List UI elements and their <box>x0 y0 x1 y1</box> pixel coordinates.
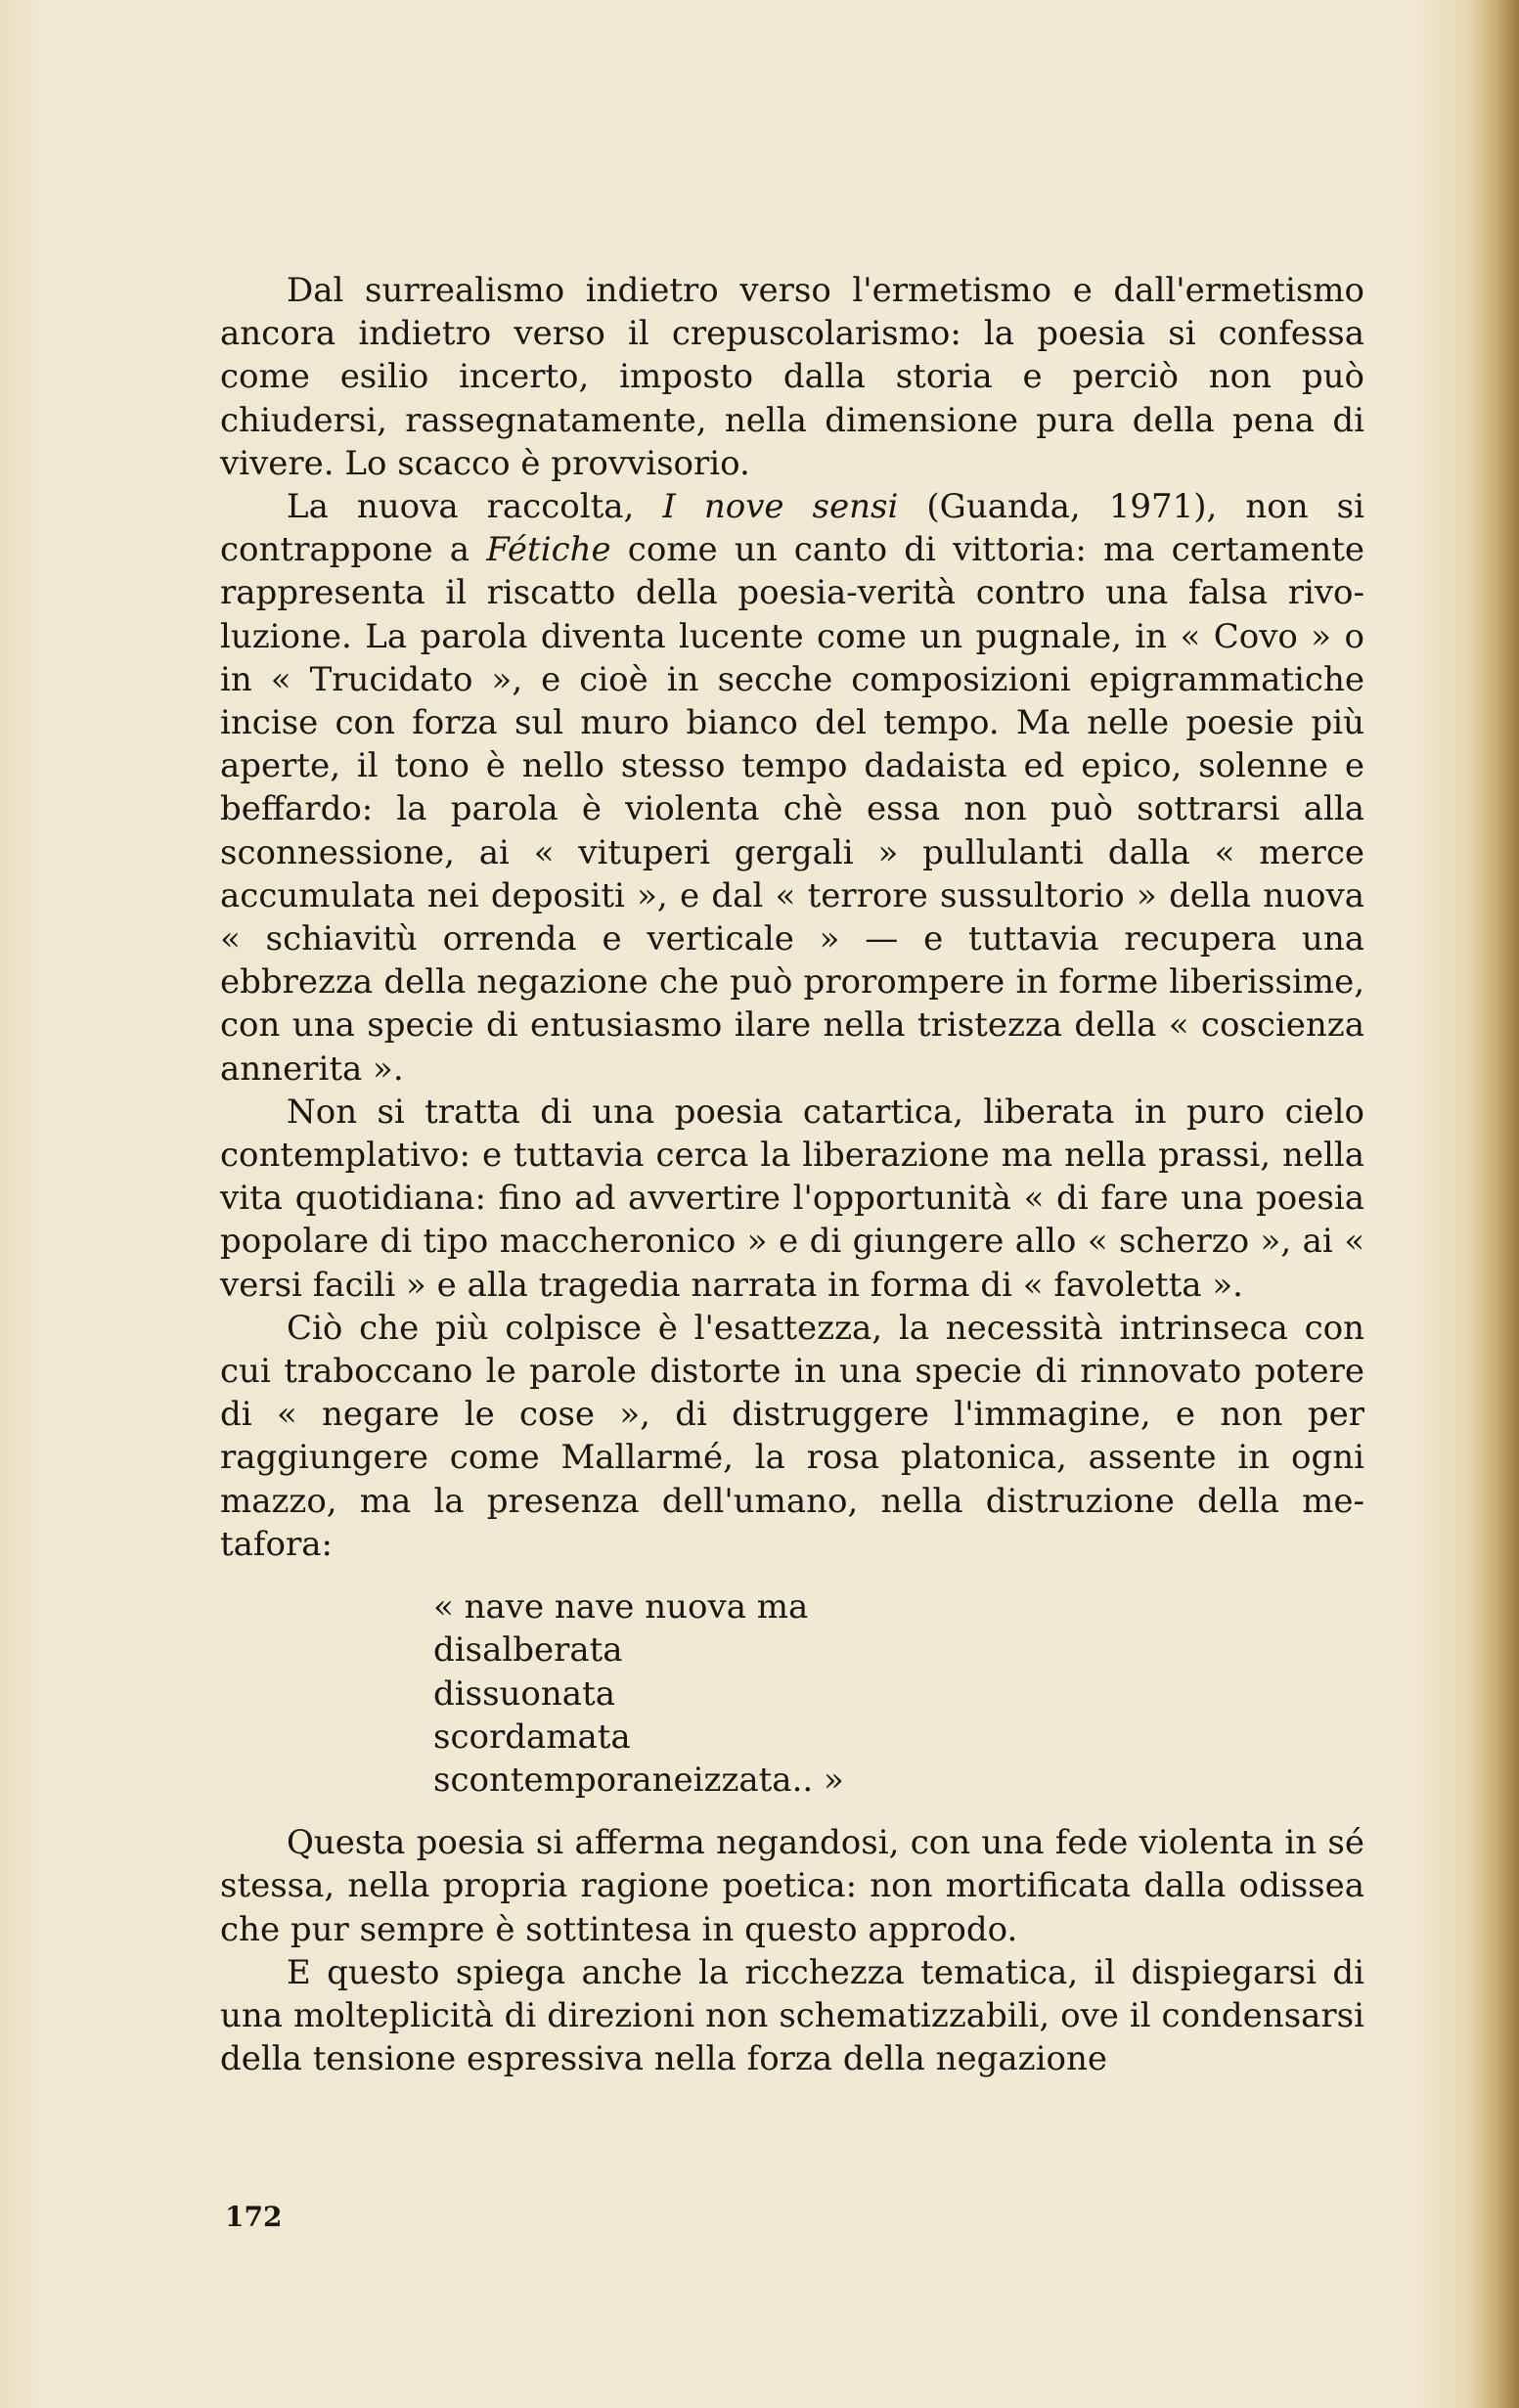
poem-line: disalberata <box>433 1630 623 1671</box>
paragraph-2-part-a: La nuova raccolta, <box>287 487 663 527</box>
paragraph-1: Dal surrealismo indietro verso l'ermetismo e dall'ermetismo ancora indietro verso il crepuscolarismo: la poesia si confessa come esilio incerto, imposto dalla storia e perciò non può chiudersi, rassegnatamente, nella dimensione pura della pena di vivere. Lo scacco è provvisorio. <box>220 271 1364 483</box>
poem-line: dissuonata <box>433 1673 616 1714</box>
poem-line: « nave nave nuova ma <box>433 1587 809 1628</box>
paragraph-3: Non si tratta di una poesia catartica, liberata in puro cielo contemplativo: e tuttavia cerca la liberazione ma nella prassi, nella vita quotidiana: fino ad avvertire l'opportunità « di fare una poesia popolare di tipo maccheronico » e di giungere allo « scherzo », ai « versi facili » e alla tragedia narrata in forma di « favoletta ». <box>220 1092 1364 1305</box>
book-title-nove-sensi: I nove sensi <box>662 487 899 527</box>
paragraph-5: Questa poesia si afferma negandosi, con una fede violenta in sé stessa, nella propria ragione poetica: non mortificata dalla odissea che pur sempre è sottintesa in questo approdo. <box>220 1823 1364 1949</box>
paragraph-2-part-c: come un canto di vittoria: ma certamente rappresenta il riscatto della poesia-verità contro una falsa rivoluzione. La parola diventa lucente come un pugnale, in « Covo » o in « Trucidato », e cioè in secche composizioni epigrammatiche incise con forza sul muro bianco del tempo. Ma nelle poesie più aperte, il tono è nello stesso tempo dadaista ed epico, solenne e beffardo: la parola è violenta chè essa non può sottrarsi alla sconnessione, ai « vituperi gergali » pullulanti dalla « merce accumulata nei depositi », e dal « terrore sussultorio » della nuova « schiavitù orrenda e verticale » — e tuttavia recupera una ebbrezza della negazione che può prorompere in forme liberissime, con una specie di entusiasmo ilare nella tristezza della « coscienza annerita ». <box>220 530 1365 1089</box>
poem-line: scontemporaneizzata.. » <box>433 1760 844 1800</box>
paragraph-2 <box>220 485 1364 1091</box>
book-title-fetiche: Fétiche <box>486 530 611 570</box>
paragraph-2-part-b: (Guanda, 1971), non si contrappone a <box>220 487 1364 570</box>
body-text <box>220 269 1364 2080</box>
poem-quote <box>433 1585 1364 1802</box>
page-number: 172 <box>225 2201 283 2233</box>
poem-line: scordamata <box>433 1717 631 1757</box>
paragraph-6: E questo spiega anche la ricchezza tematica, il dispiegarsi di una molteplicità di direzioni non schematizzabili, ove il condensarsi della tensione espressiva nella forza della negazione <box>220 1952 1364 2079</box>
paragraph-4: Ciò che più colpisce è l'esattezza, la necessità intrinseca con cui traboccano le parole distorte in una specie di rinnovato potere di « negare le cose », di distruggere l'immagine, e non per raggiungere come Mallarmé, la rosa platonica, assente in ogni mazzo, ma la presenza dell'umano, nella distruzione della metafora: <box>220 1308 1364 1564</box>
